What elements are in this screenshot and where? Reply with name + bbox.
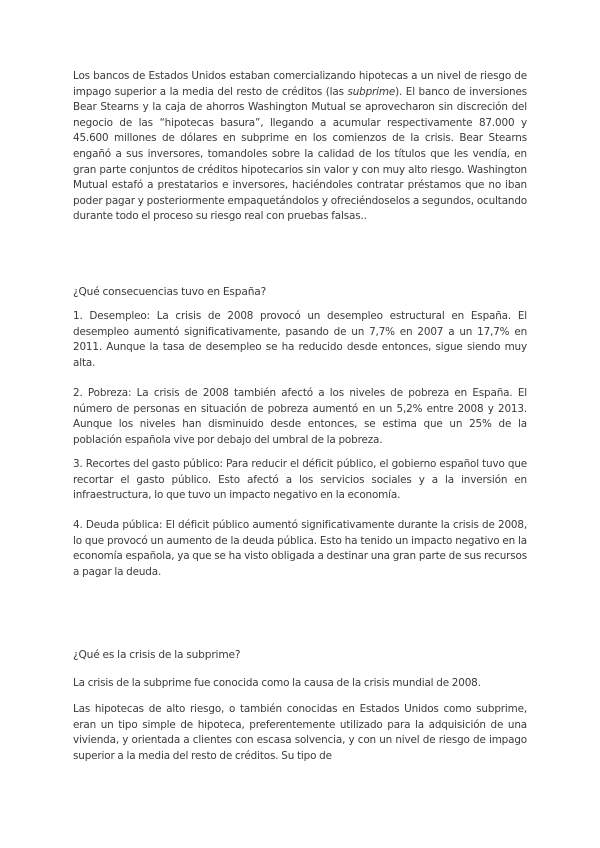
section-heading-subprime: ¿Qué es la crisis de la subprime?	[73, 649, 241, 661]
consequence-item-pobreza: 2. Pobreza: La crisis de 2008 también afectó a los niveles de pobreza en España. El número de personas en situación de pobreza aumentó en un 5,2% entre 2008 y 2013. Aunque los niveles han disminuido desde entonces, se estima que un 25% de la población española vive por debajo del umbral de la pobreza.	[73, 387, 527, 446]
subprime-paragraph-1: La crisis de la subprime fue conocida como la causa de la crisis mundial de 2008.	[73, 677, 481, 689]
intro-italic-term: subprime	[347, 85, 396, 98]
intro-paragraph	[73, 69, 527, 225]
consequence-item-deuda-publica: 4. Deuda pública: El déficit público aumentó significativamente durante la crisis de 2008, lo que provocó un aumento de la deuda pública. Esto ha tenido un impacto negativo en la economía española, ya que se ha visto obligada a destinar una gran parte de sus recursos a pagar la deuda.	[73, 519, 527, 578]
intro-text-end: ). El banco de inversiones Bear Stearns y la caja de ahorros Washington Mutual se aprovecharon sin discreción del negocio de las “hipotecas basura”, llegando a acumular respectivamente 87.000 y 45.600 millones de dólares en subprime en los comienzos de la crisis. Bear Stearns engañó a sus inversores, tomandoles sobre la calidad de los títulos que les vendía, en gran parte conjuntos de créditos hipotecarios sin valor y con muy alto riesgo. Washington Mutual estafó a prestatarios e inversores, haciéndoles contratar préstamos que no iban poder pagar y posteriormente empaquetándolos y ofreciéndoselos a segundos, ocultando durante todo el proceso su riesgo real con pruebas falsas..	[73, 85, 527, 223]
section-heading-consecuencias: ¿Qué consecuencias tuvo en España?	[73, 286, 267, 298]
consequence-item-desempleo: 1. Desempleo: La crisis de 2008 provocó un desempleo estructural en España. El desempleo aumentó significativamente, pasando de un 7,7% en 2007 a un 17,7% en 2011. Aunque la tasa de desempleo se ha reducido desde entonces, sigue siendo muy alta.	[73, 310, 527, 369]
consequence-item-gasto-publico: 3. Recortes del gasto público: Para reducir el déficit público, el gobierno español tuvo que recortar el gasto público. Esto afectó a los servicios sociales y a la inversión en infraestructura, lo que tuvo un impacto negativo en la economía.	[73, 458, 527, 502]
subprime-paragraph-2: Las hipotecas de alto riesgo, o también conocidas en Estados Unidos como subprime, eran un tipo simple de hipoteca, preferentemente utilizado para la adquisición de una vivienda, y orientada a clientes con escasa solvencia, y con un nivel de riesgo de impago superior a la media del resto de créditos. Su tipo de	[73, 703, 527, 762]
intro-text-start: Los bancos de Estados Unidos estaban comercializando hipotecas a un nivel de riesgo de impago superior a la media del resto de créditos (las	[73, 70, 527, 98]
